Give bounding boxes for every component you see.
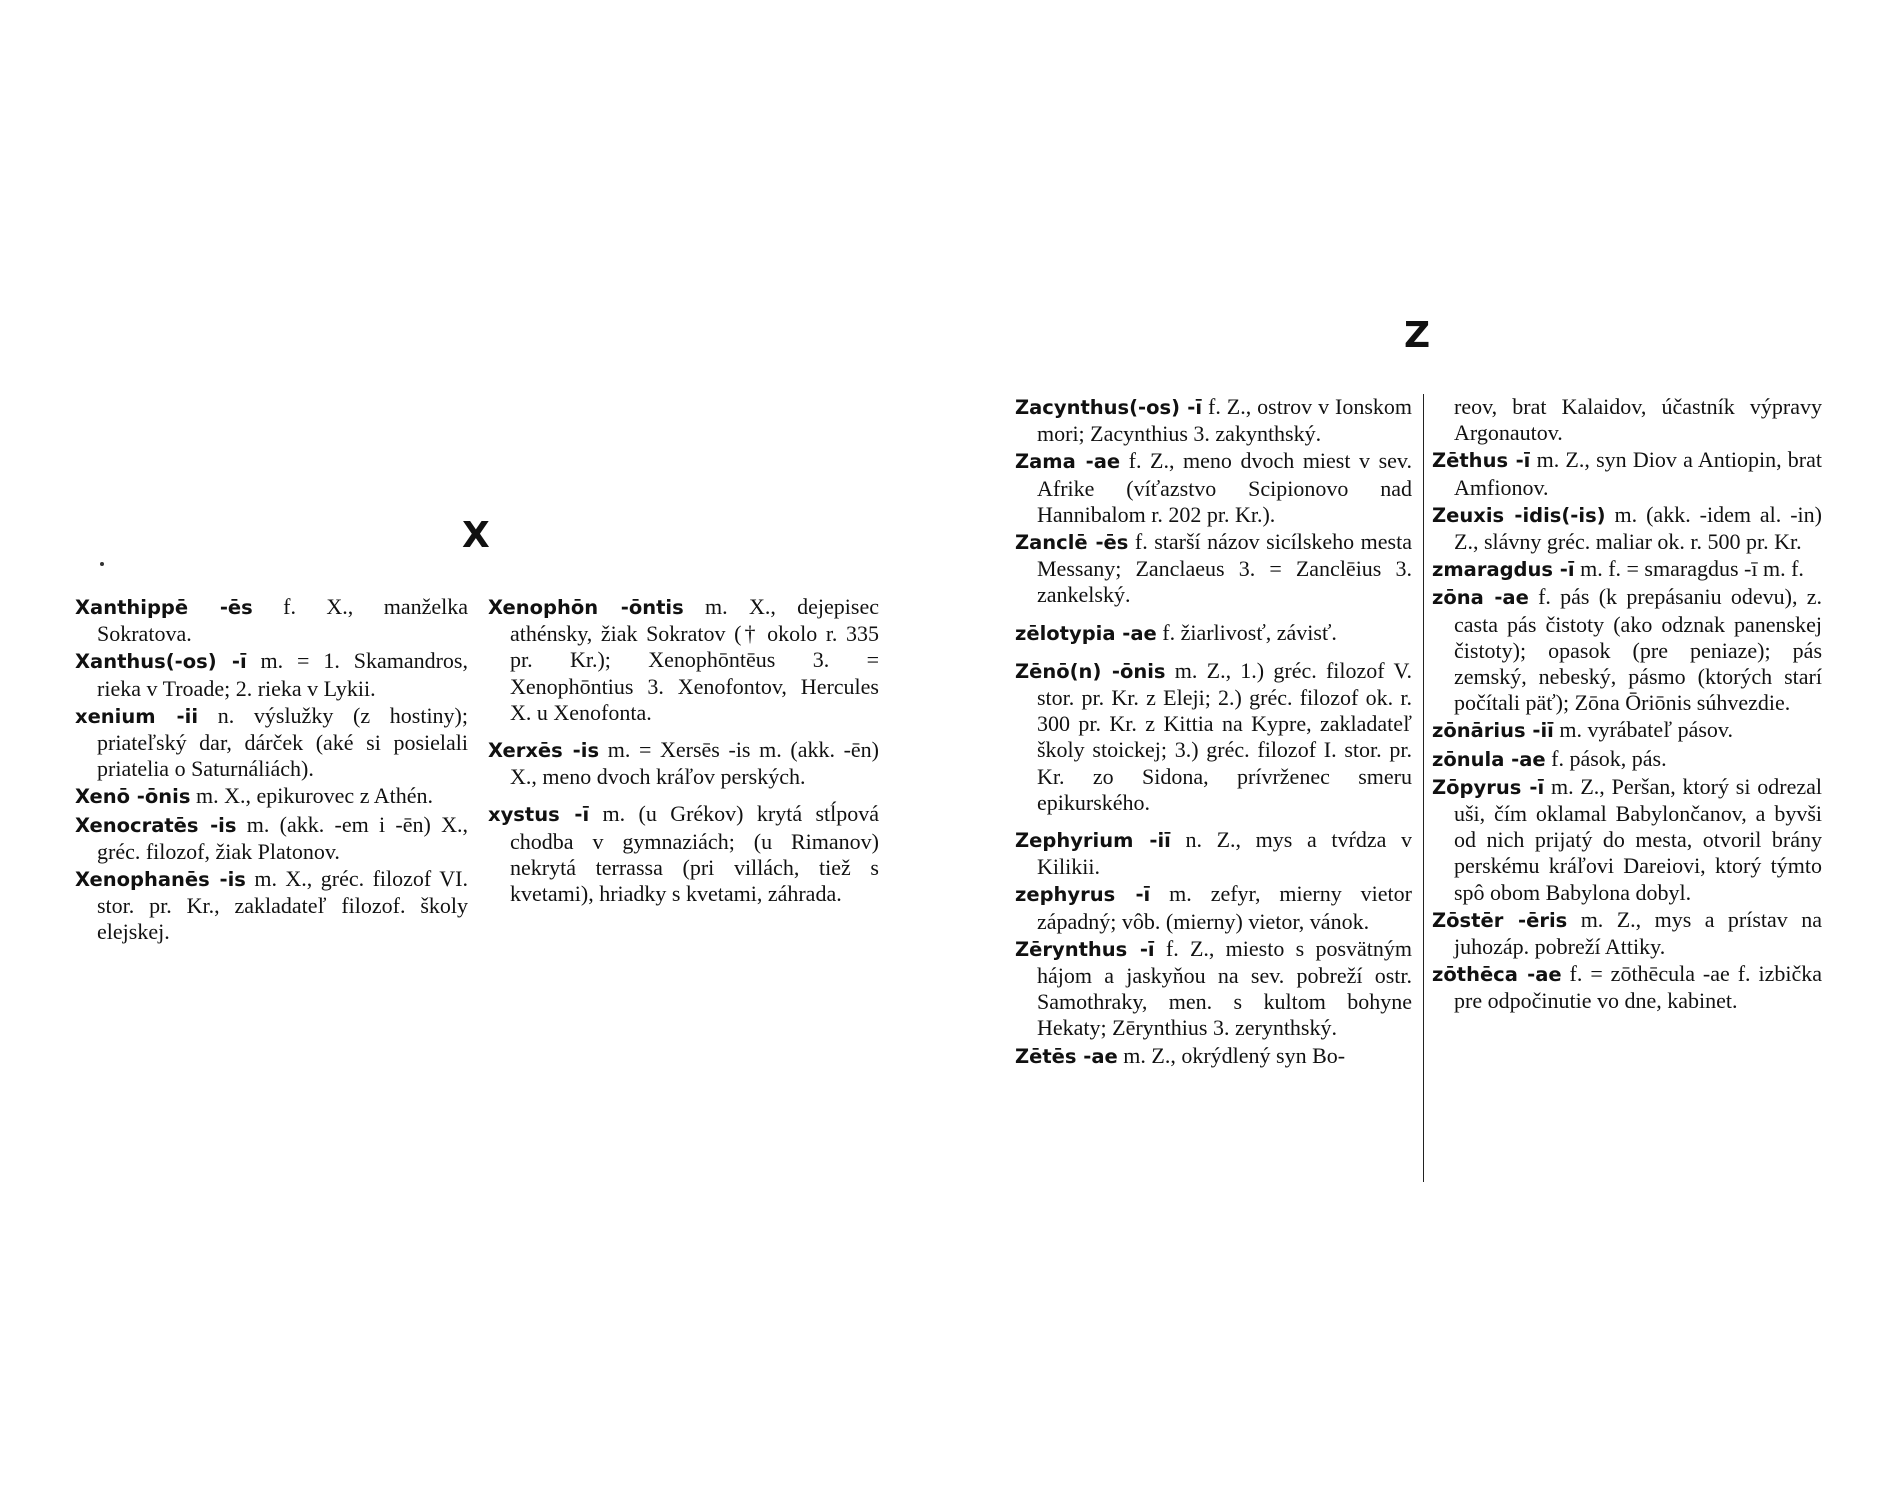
entry-headword: zephyrus -ī <box>1015 883 1151 907</box>
dictionary-entry <box>75 594 468 647</box>
dictionary-entry <box>1432 502 1822 555</box>
dictionary-entry <box>1015 448 1412 528</box>
entry-headword: Xenocratēs -is <box>75 813 237 837</box>
dictionary-entry <box>1015 620 1412 647</box>
entry-headword: Xenophanēs -is <box>75 868 246 892</box>
dictionary-entry <box>75 866 468 946</box>
entry-headword: xenium -ii <box>75 704 199 728</box>
column-x-left <box>75 594 468 947</box>
entry-definition: m. (akk. -idem al. -in) Z., slávny gréc. maliar ok. r. 500 pr. Kr. <box>1454 501 1822 555</box>
entry-headword: Zacynthus(-os) -ī <box>1015 396 1203 419</box>
entry-definition: m. zefyr, mierny vietor západný; vôb. (mierny) vietor, vánok. <box>1037 881 1412 934</box>
dictionary-entry <box>75 783 468 810</box>
dictionary-entry <box>1432 907 1822 960</box>
entry-definition: f. Z., meno dvoch miest v sev. Afrike (víťazstvo Scipionovo nad Hannibalom r. 202 pr. Kr.). <box>1037 448 1412 527</box>
dictionary-entry <box>1432 774 1822 906</box>
dictionary-entry <box>1015 881 1412 934</box>
entry-definition: reov, brat Kalaidov, účastník výpravy Argonautov. <box>1454 394 1822 446</box>
entry-definition: f. X., manželka Sokratova. <box>97 594 469 647</box>
entry-definition: f. Z., miesto s posvätným hájom a jaskyňou na sev. pobreží ostr. Samothraky, men. s kultom bohyne Hekaty; Zērynthius 3. zerynthský. <box>1037 935 1412 1041</box>
entry-definition: m. = Xersēs -is m. (akk. -ēn) X., meno dvoch kráľov perských. <box>510 737 879 790</box>
entry-headword: xystus -ī <box>488 803 590 827</box>
ink-speck <box>100 562 104 566</box>
entry-headword: Xenophōn -ōntis <box>488 596 684 619</box>
dictionary-entry <box>1015 827 1412 880</box>
entry-headword: zēlotypia -ae <box>1015 621 1157 645</box>
column-z-left <box>1015 394 1412 1071</box>
entry-definition: m. Z., 1.) gréc. filozof V. stor. pr. Kr. z Eleji; 2.) gréc. filozof ok. r. 300 pr. Kr. z Kittia na Kypre, zakladateľ školy stoickej; 3.) gréc. filozof I. stor. pr. Kr. zo Sidona, prívrženec smeru epikurského. <box>1037 657 1412 815</box>
entry-headword: Zephyrium -iī <box>1015 829 1171 853</box>
dictionary-entry <box>1015 936 1412 1042</box>
entry-definition: f. Z., ostrov v Ionskom mori; Zacynthius 3. zakynthský. <box>1037 394 1413 447</box>
dictionary-entry <box>1432 961 1822 1014</box>
entry-headword: Xerxēs -is <box>488 739 600 763</box>
dictionary-entry <box>1015 394 1412 447</box>
entry-definition: f. pás (k prepásaniu odevu), z. casta pás čistoty (ako odznak panenskej čistoty); opasok (pre peniaze); pás zemský, nebeský, pásmo (ktorých starí počítali päť); Zōna Ōriōnis súhvezdie. <box>1454 584 1822 716</box>
entry-definition: m. vyrábateľ pásov. <box>1553 717 1734 743</box>
dictionary-entry <box>1432 394 1822 446</box>
entry-definition: m. Z., syn Diov a Antiopin, brat Amfionov. <box>1454 447 1823 500</box>
entry-definition: m. Z., mys a prístav na juhozáp. pobreží Attiky. <box>1454 906 1822 960</box>
dictionary-entry <box>1015 529 1412 609</box>
entry-definition: f. pások, pás. <box>1545 745 1667 771</box>
dictionary-entry <box>1015 1043 1412 1070</box>
entry-headword: Zētēs -ae <box>1015 1044 1118 1068</box>
entry-definition: m. X., epikurovec z Athén. <box>190 783 434 809</box>
entry-definition: f. = zōthēcula -ae f. izbička pre odpočinutie vo dne, kabinet. <box>1454 961 1822 1014</box>
dictionary-entry <box>75 812 468 865</box>
dictionary-entry <box>1432 746 1822 773</box>
entry-headword: Zēthus -ī <box>1432 449 1531 473</box>
dictionary-entry <box>488 594 879 726</box>
entry-definition: m. = 1. Skamandros, rieka v Troade; 2. rieka v Lykii. <box>97 648 468 701</box>
entry-definition: m. Z., okrýdlený syn Bo- <box>1117 1042 1346 1068</box>
entry-headword: zōna -ae <box>1432 586 1529 610</box>
dictionary-entry <box>488 801 879 907</box>
entry-headword: Xenō -ōnis <box>75 785 191 809</box>
entry-definition: m. X., gréc. filozof VI. stor. pr. Kr., zakladateľ filozof. školy elejskej. <box>97 866 468 945</box>
dictionary-entry <box>1015 658 1412 816</box>
entry-headword: Zeuxis -idis(-is) <box>1432 503 1606 527</box>
entry-definition: m. Z., Peršan, ktorý si odrezal uši, čím oklamal Babylončanov, a byvši od nich prijatý do mesta, otvoril brány perskému kráľovi Dareiovi, ktorý týmto spô obom Babylona dobyl. <box>1454 773 1822 905</box>
entry-definition: m. X., dejepisec athénsky, žiak Sokratov († okolo r. 335 pr. Kr.); Xenophōntēus 3. = Xenophōntius 3. Xenofontov, Hercules X. u Xenofonta. <box>510 594 879 725</box>
entry-definition: n. Z., mys a tvŕdza v Kilikii. <box>1037 827 1412 880</box>
dictionary-entry <box>1432 584 1822 716</box>
entry-headword: zōnārius -iī <box>1432 719 1554 743</box>
section-letter-x: X <box>462 515 490 556</box>
dictionary-entry <box>1432 556 1822 583</box>
entry-headword: Zama -ae <box>1015 450 1121 474</box>
entry-headword: zmaragdus -ī <box>1432 558 1575 582</box>
section-letter-z: Z <box>1404 315 1431 356</box>
entry-definition: n. výslužky (z hostiny); priateľský dar, dárček (aké si posielali priatelia o Saturnáliách). <box>97 702 468 782</box>
entry-headword: Zēnō(n) -ōnis <box>1015 659 1166 683</box>
dictionary-entry <box>1432 447 1822 500</box>
column-x-right <box>488 594 879 908</box>
entry-definition: m. f. = smaragdus -ī m. f. <box>1574 556 1804 582</box>
entry-definition: f. starší názov sicílskeho mesta Messany; Zanclaeus 3. = Zanclēius 3. zankelský. <box>1037 529 1412 608</box>
dictionary-entry <box>75 703 468 783</box>
dictionary-entry <box>75 648 468 701</box>
entry-headword: Xanthus(-os) -ī <box>75 650 247 674</box>
entry-headword: zōnula -ae <box>1432 747 1546 771</box>
dictionary-entry <box>1432 717 1822 744</box>
entry-headword: Zōstēr -ēris <box>1432 908 1568 932</box>
entry-definition: f. žiarlivosť, závisť. <box>1156 619 1337 645</box>
column-z-right <box>1432 394 1822 1016</box>
entry-headword: zōthēca -ae <box>1432 963 1562 987</box>
dictionary-entry <box>488 737 879 790</box>
column-divider <box>1423 394 1424 1182</box>
entry-definition: m. (u Grékov) krytá stĺpová chodba v gymnaziách; (u Rimanov) nekrytá terrassa (pri villách, tiež s kvetami), hriadky s kvetami, záhrada. <box>510 801 880 907</box>
entry-headword: Zanclē -ēs <box>1015 531 1129 555</box>
entry-headword: Zōpyrus -ī <box>1432 775 1545 799</box>
entry-headword: Zērynthus -ī <box>1015 937 1155 961</box>
entry-headword: Xanthippē -ēs <box>75 596 253 619</box>
entry-definition: m. (akk. -em i -ēn) X., gréc. filozof, žiak Platonov. <box>97 811 468 864</box>
